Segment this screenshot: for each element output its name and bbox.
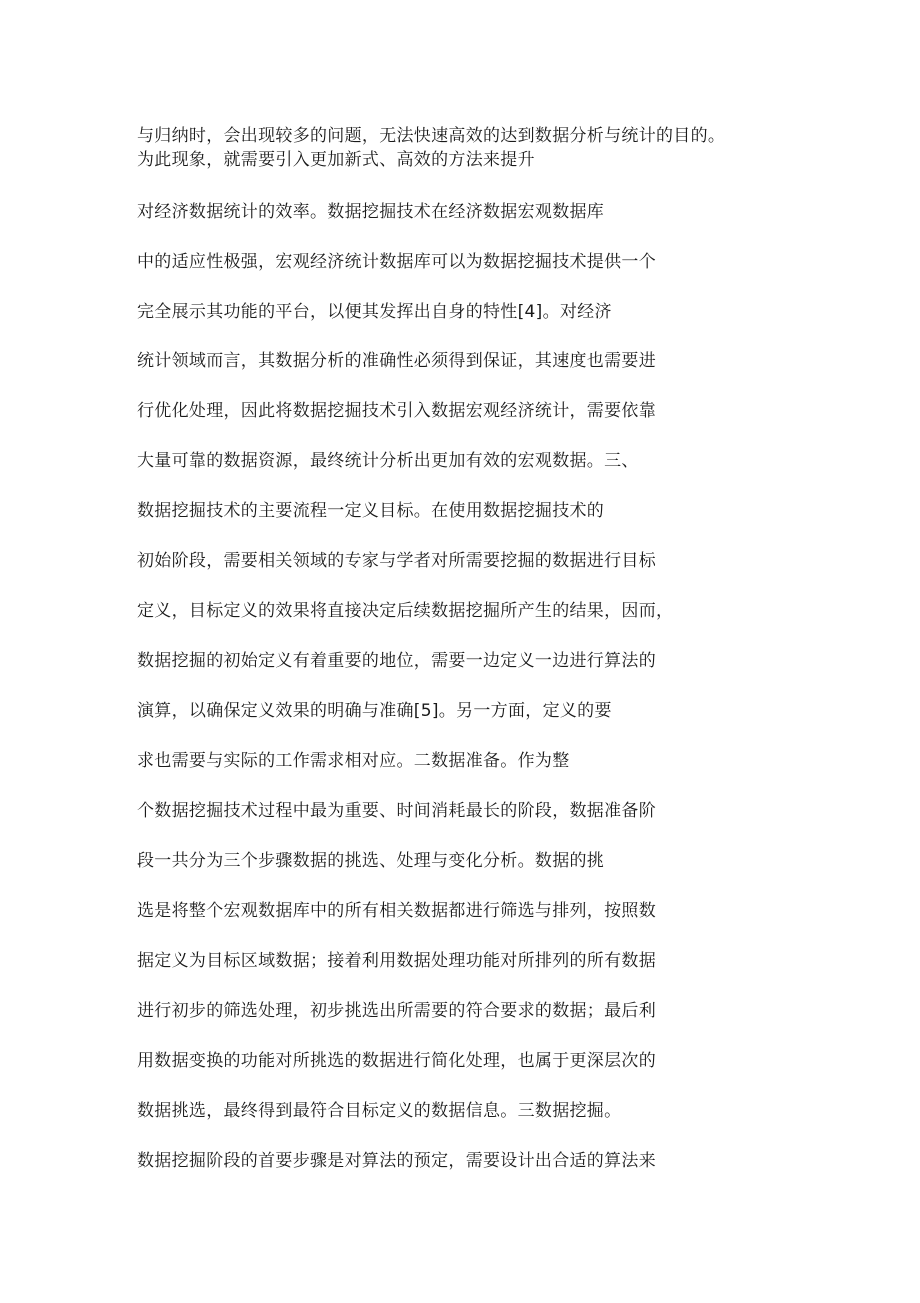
text-line-13: 演算，以确保定义效果的明确与准确[5]。另一方面，定义的要 — [137, 701, 612, 721]
text-line-17: 选是将整个宏观数据库中的所有相关数据都进行筛选与排列，按照数 — [137, 901, 656, 921]
text-line-11: 定义，目标定义的效果将直接决定后续数据挖掘所产生的结果，因而， — [137, 601, 674, 621]
text-line-6: 统计领域而言，其数据分析的准确性必须得到保证，其速度也需要进 — [137, 351, 656, 371]
text-line-21: 数据挑选，最终得到最符合目标定义的数据信息。三数据挖掘。 — [137, 1101, 622, 1121]
text-line-10: 初始阶段，需要相关领域的专家与学者对所需要挖掘的数据进行目标 — [137, 551, 656, 571]
text-line-22: 数据挖掘阶段的首要步骤是对算法的预定，需要设计出合适的算法来 — [137, 1151, 656, 1171]
text-line-16: 段一共分为三个步骤数据的挑选、处理与变化分析。数据的挑 — [137, 851, 605, 871]
text-line-12: 数据挖掘的初始定义有着重要的地位，需要一边定义一边进行算法的 — [137, 651, 656, 671]
text-line-14: 求也需要与实际的工作需求相对应。二数据准备。作为整 — [137, 751, 570, 771]
text-line-15: 个数据挖掘技术过程中最为重要、时间消耗最长的阶段，数据准备阶 — [137, 801, 656, 821]
text-line-20: 用数据变换的功能对所挑选的数据进行简化处理，也属于更深层次的 — [137, 1051, 656, 1071]
text-line-5: 完全展示其功能的平台，以便其发挥出自身的特性[4]。对经济 — [137, 302, 612, 322]
text-line-9: 数据挖掘技术的主要流程一定义目标。在使用数据挖掘技术的 — [137, 501, 605, 521]
text-line-2: 为此现象，就需要引入更加新式、高效的方法来提升 — [137, 150, 535, 170]
text-line-1: 与归纳时，会出现较多的问题，无法快速高效的达到数据分析与统计的目的。 — [137, 126, 726, 146]
text-line-3: 对经济数据统计的效率。数据挖掘技术在经济数据宏观数据库 — [137, 202, 605, 222]
text-line-19: 进行初步的筛选处理，初步挑选出所需要的符合要求的数据；最后利 — [137, 1001, 656, 1021]
text-line-8: 大量可靠的数据资源，最终统计分析出更加有效的宏观数据。三、 — [137, 451, 639, 471]
text-line-4: 中的适应性极强，宏观经济统计数据库可以为数据挖掘技术提供一个 — [137, 252, 656, 272]
text-line-7: 行优化处理，因此将数据挖掘技术引入数据宏观经济统计，需要依靠 — [137, 401, 656, 421]
text-line-18: 据定义为目标区域数据；接着利用数据处理功能对所排列的所有数据 — [137, 951, 656, 971]
